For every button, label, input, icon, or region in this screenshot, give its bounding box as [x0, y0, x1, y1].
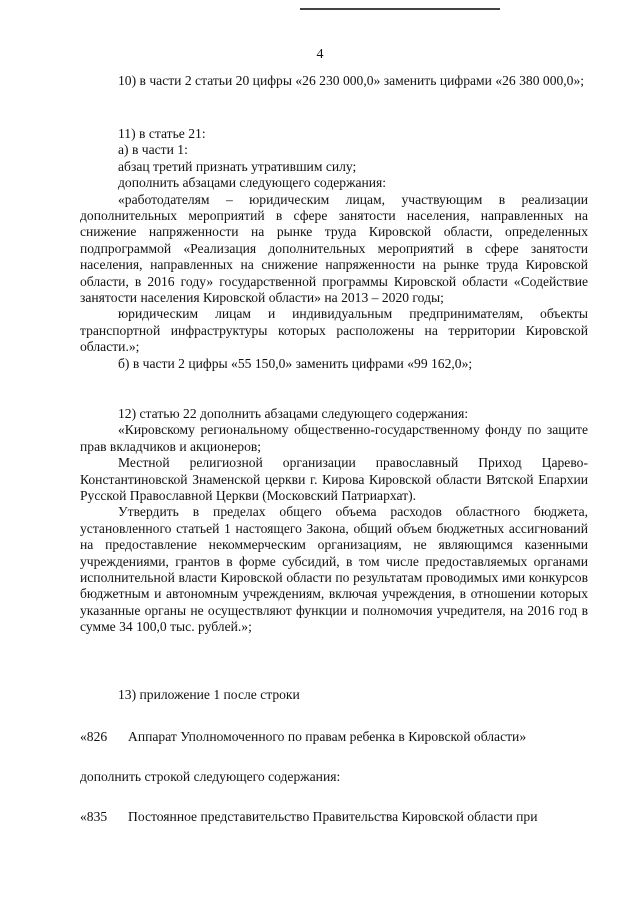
- paragraph-13-after: [80, 769, 588, 785]
- table-row: [80, 729, 588, 745]
- table-row: [80, 809, 588, 825]
- paragraph-12-church: Местной религиозной организации православный Приход Царево-Константиновской Знаменской церкви г. Кирова Кировской области Вятской Епархии Русской Православной Церкви (Московский Патриархат).: [80, 455, 588, 504]
- top-rule: [300, 8, 500, 10]
- paragraph-item-10: 10) в части 2 статьи 20 цифры «26 230 000,0» заменить цифрами «26 380 000,0»;: [118, 73, 585, 88]
- paragraph-10: [80, 73, 588, 89]
- paragraph-item-11a: а) в части 1:: [118, 142, 188, 158]
- row-text: Постоянное представительство Правительства Кировской области при: [128, 809, 538, 824]
- row-code: «835: [80, 809, 108, 824]
- paragraph-12-block: [80, 406, 588, 636]
- paragraph-item-13-after: дополнить строкой следующего содержания:: [80, 769, 341, 784]
- row-text: Аппарат Уполномоченного по правам ребенка в Кировской области»: [128, 729, 527, 744]
- page-number: 4: [316, 47, 324, 62]
- paragraph-11a-line-1: абзац третий признать утратившим силу;: [118, 158, 357, 174]
- paragraph-11a-line-2: дополнить абзацами следующего содержания:: [118, 175, 387, 191]
- paragraph-13: [80, 687, 588, 703]
- paragraph-12-fund: «Кировскому региональному общественно-государственному фонду по защите прав вкладчиков и акционеров;: [80, 422, 588, 454]
- paragraph-item-12: 12) статью 22 дополнить абзацами следующего содержания:: [118, 406, 469, 421]
- row-code: «826: [80, 729, 108, 744]
- paragraph-11-block: [80, 126, 588, 372]
- paragraph-11a-entrepreneurs: юридическим лицам и индивидуальным предпринимателям, объекты транспортной инфраструктуры которых расположены на территории Кировской области.»;: [80, 306, 588, 355]
- paragraph-11a-employers: «работодателям – юридическим лицам, участвующим в реализации дополнительных мероприятий в сфере занятости населения, направленных на снижение напряженности на рынке труда Кировской области, определенных подпрограммой «Реализация дополнительных мероприятий в сфере занятости населения, направленных на снижение напряженности на рынке труда Кировской области, в 2016 году» государственной программы Кировской области «Содействие занятости населения Кировской области» на 2013 – 2020 годы;: [80, 191, 588, 306]
- paragraph-item-13: 13) приложение 1 после строки: [118, 687, 300, 702]
- paragraph-item-11b: б) в части 2 цифры «55 150,0» заменить цифрами «99 162,0»;: [118, 355, 473, 371]
- paragraph-12-grants: Утвердить в пределах общего объема расходов областного бюджета, установленного статьей 1 настоящего Закона, общий объем бюджетных ассигнований на предоставление некоммерческим организациям, не являющимся казенными учреждениями, грантов в форме субсидий, в том числе предоставляемых органами исполнительной власти Кировской области по результатам проводимых ими конкурсов бюджетным и автономным учреждениям, включая учреждения, в отношении которых указанные органы не осуществляют функции и полномочия учредителя, на 2016 год в сумме 34 100,0 тыс. рублей.»;: [80, 504, 588, 635]
- paragraph-item-11: 11) в статье 21:: [118, 126, 206, 141]
